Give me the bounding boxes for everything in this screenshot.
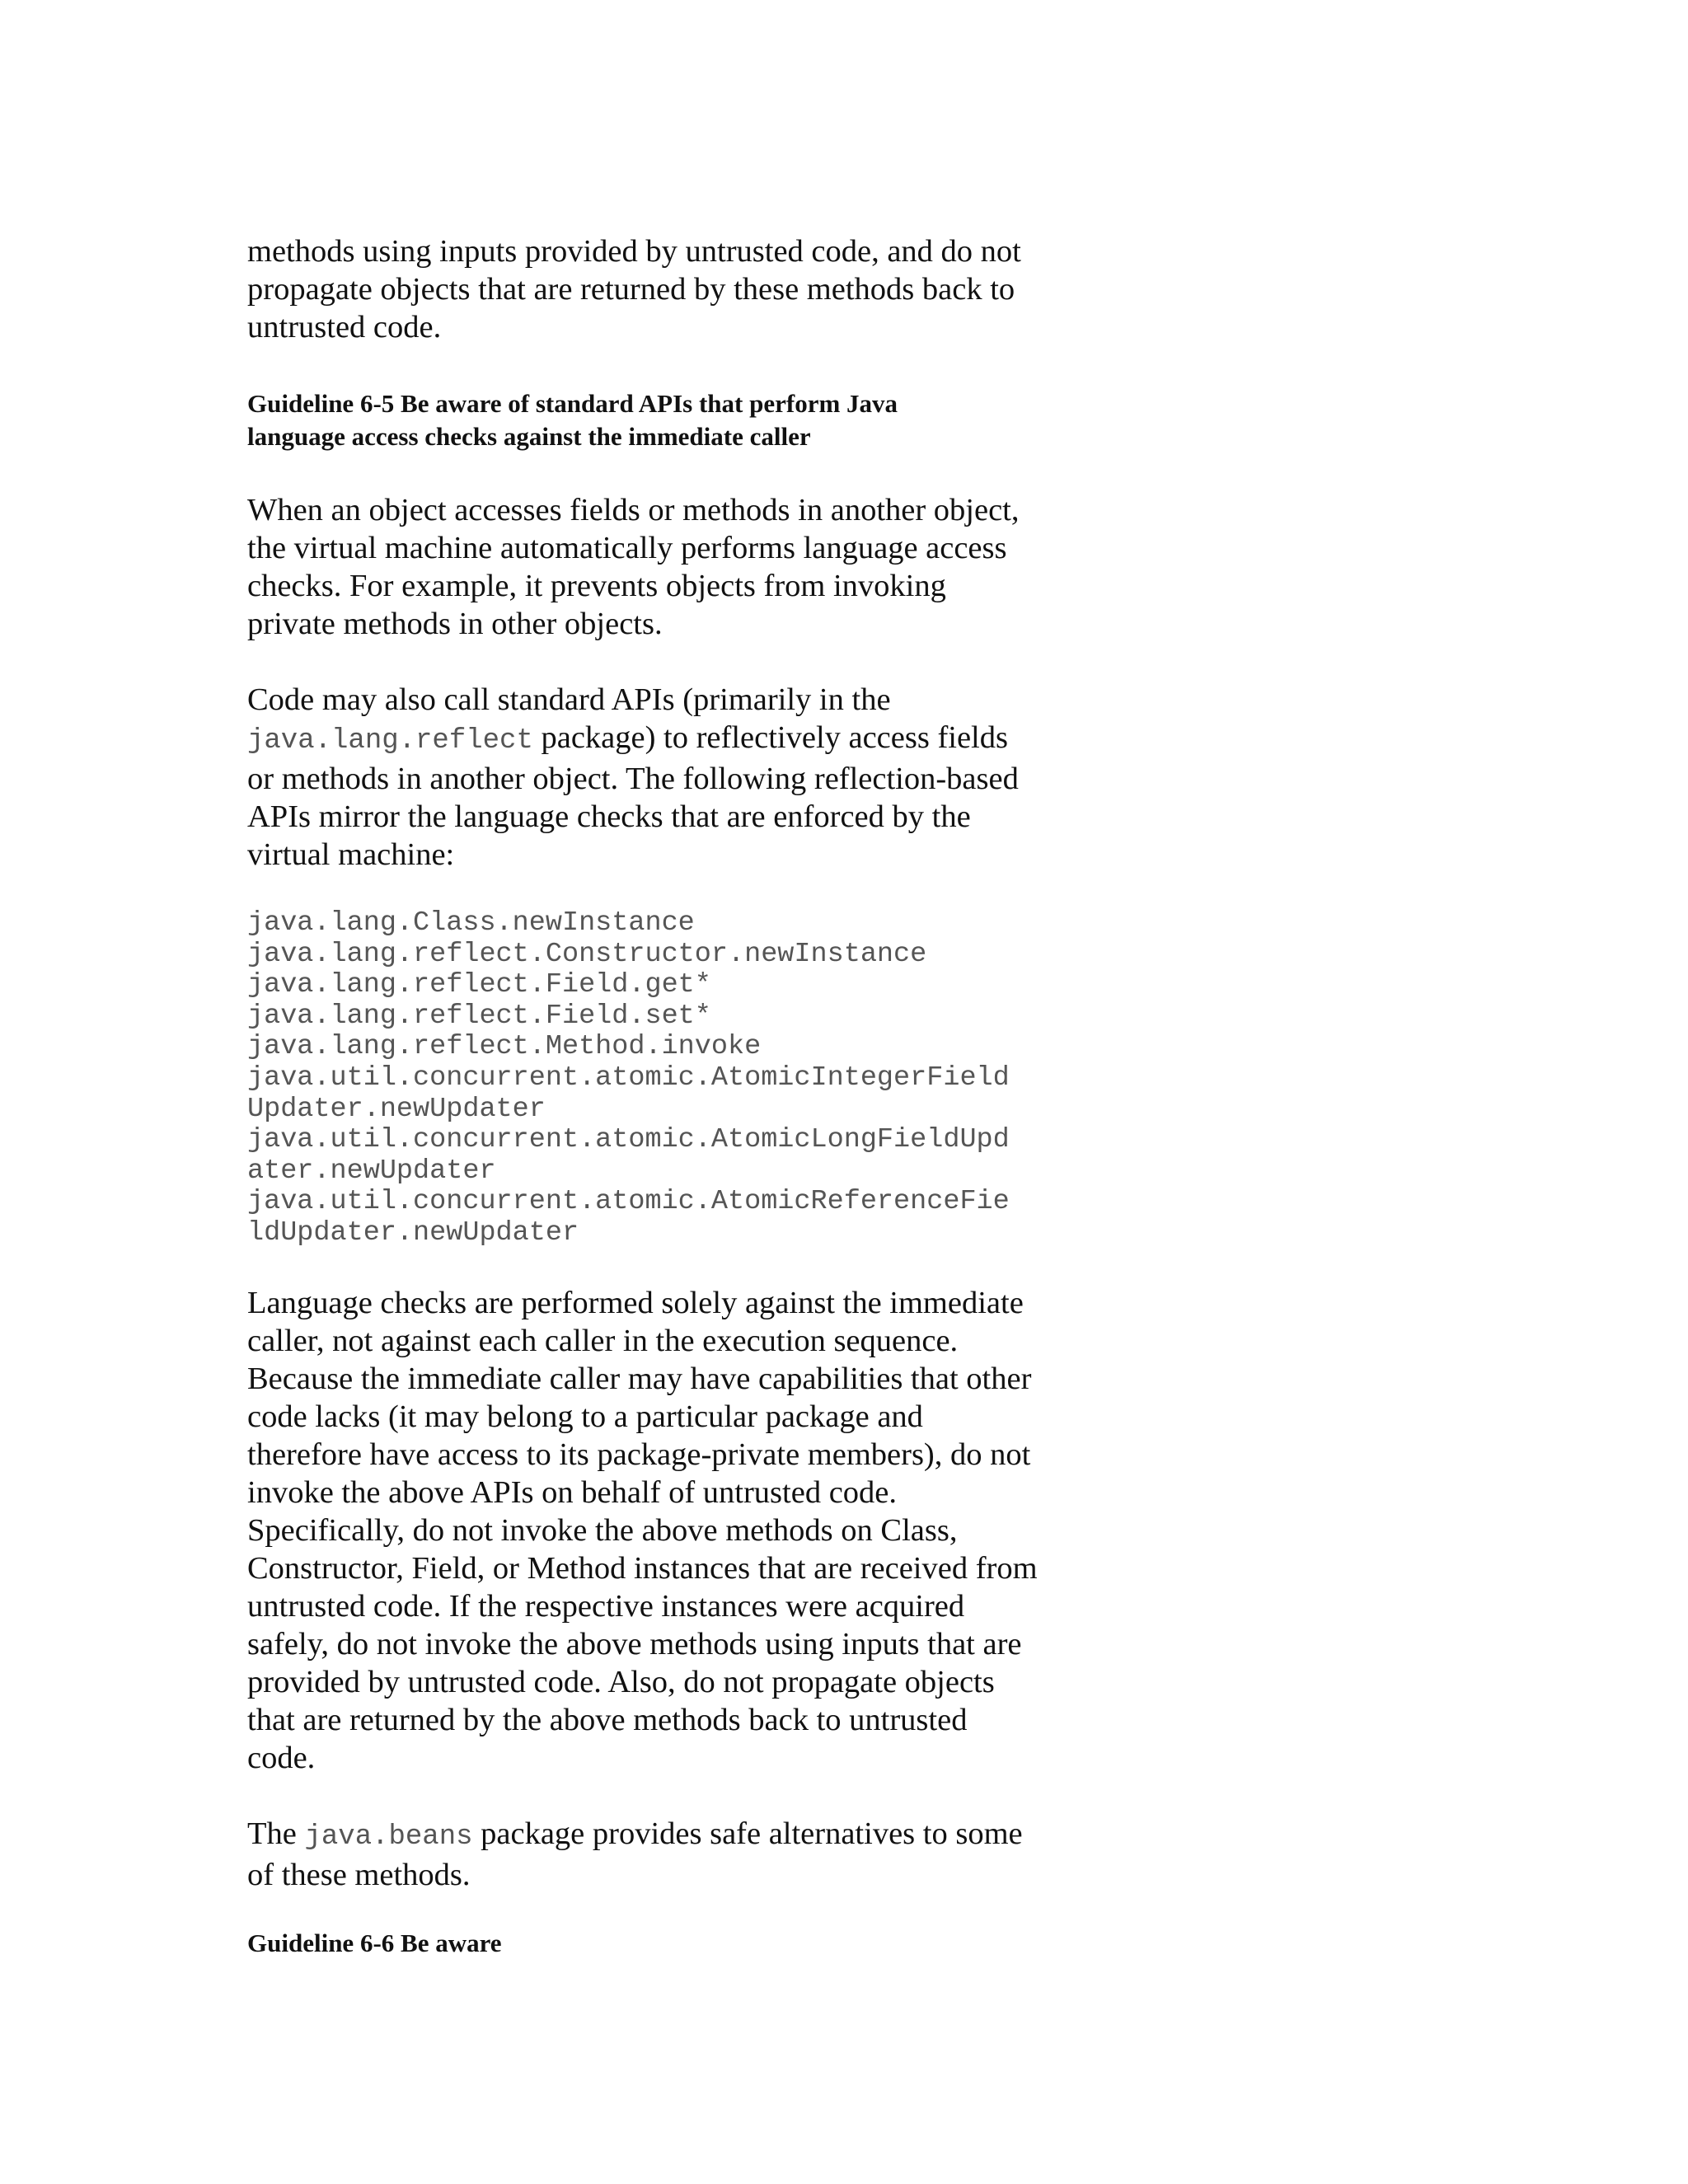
guideline-6-5-heading (247, 387, 1039, 453)
heading-line-1: Guideline 6-5 Be aware of standard APIs that perform Java (247, 389, 898, 418)
inline-code-java-lang-reflect: java.lang.reflect (247, 725, 533, 757)
inline-code-java-beans: java.beans (304, 1821, 473, 1853)
paragraph-java-beans (247, 1815, 1039, 1894)
paragraph-reflection-text-end: package) to reflectively access fields or methods in another object. The following reflection-based APIs mirror the language checks that are enforced by the virtual machine: (247, 720, 1019, 872)
page-content (247, 232, 1039, 1960)
code-line: java.util.concurrent.atomic.AtomicReferenceFie (247, 1186, 1010, 1218)
paragraph-access-checks: When an object accesses fields or methods in another object, the virtual machine automatically performs language access checks. For example, it prevents objects from invoking private methods in other objects. (247, 493, 1020, 641)
code-line: java.lang.Class.newInstance (247, 907, 695, 939)
paragraph-java-beans-text-start: The (247, 1816, 297, 1851)
paragraph-reflection-text-start: Code may also call standard APIs (primarily in the (247, 682, 891, 717)
paragraph-reflection-apis (247, 681, 1039, 874)
code-line: Updater.newUpdater (247, 1093, 546, 1125)
code-line: java.util.concurrent.atomic.AtomicIntegerField (247, 1062, 1010, 1094)
reflection-api-code-block (247, 908, 1039, 1249)
code-line: java.util.concurrent.atomic.AtomicLongFieldUpd (247, 1124, 1010, 1156)
code-line: java.lang.reflect.Field.set* (247, 1000, 711, 1032)
code-line: ater.newUpdater (247, 1155, 496, 1187)
code-line: java.lang.reflect.Method.invoke (247, 1031, 762, 1063)
heading-line-2: language access checks against the immediate caller (247, 422, 811, 451)
code-line: java.lang.reflect.Field.get* (247, 969, 711, 1001)
paragraph-immediate-caller: Language checks are performed solely against the immediate caller, not against each caller in the execution sequence. Because the immediate caller may have capabilities that other code lacks (it may belong to a particular package and therefore have access to its package-private members), do not invoke the above APIs on behalf of untrusted code. Specifically, do not invoke the above methods on Class, Constructor, Field, or Method instances that are received from untrusted code. If the respective instances were acquired safely, do not invoke the above methods using inputs that are provided by untrusted code. Also, do not propagate objects that are returned by the above methods back to untrusted code. (247, 1285, 1038, 1775)
paragraph-java-beans-text-end: package provides safe alternatives to some of these methods. (247, 1816, 1023, 1892)
intro-paragraph: methods using inputs provided by untrusted code, and do not propagate objects that are returned by these methods back to untrusted code. (247, 234, 1021, 344)
code-line: java.lang.reflect.Constructor.newInstance (247, 938, 927, 970)
guideline-6-6-heading: Guideline 6-6 Be aware (247, 1928, 502, 1957)
code-line: ldUpdater.newUpdater (247, 1216, 579, 1249)
